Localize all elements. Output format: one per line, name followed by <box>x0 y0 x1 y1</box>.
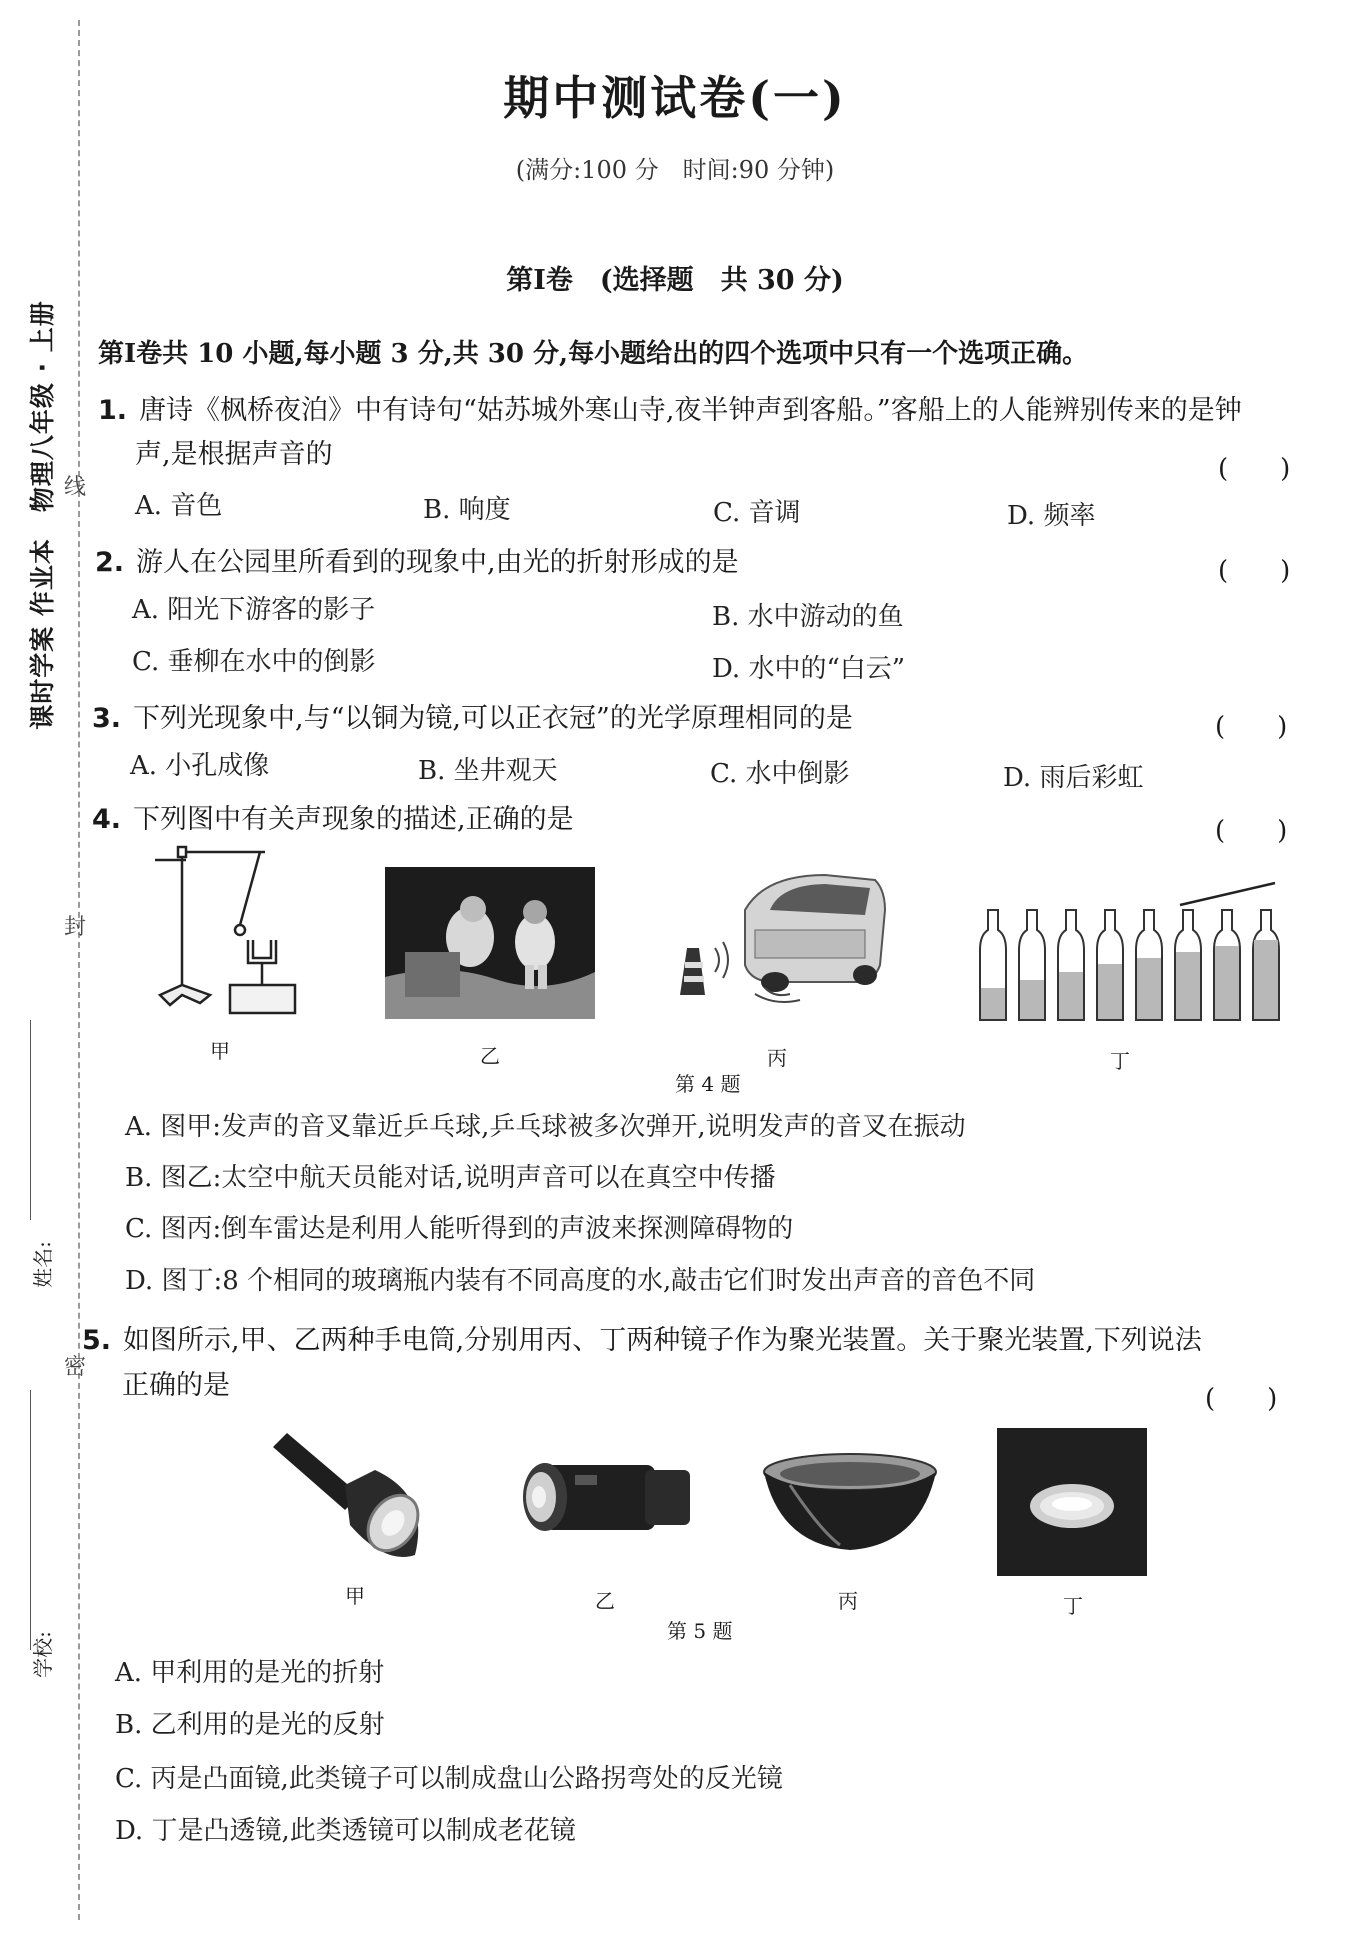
option-d: D. 图丁:8 个相同的玻璃瓶内装有不同高度的水,敲击它们时发出声音的音色不同 <box>125 1266 1036 1296</box>
option-c: C. 音调 <box>713 498 801 528</box>
option-d: D. 水中的“白云” <box>712 654 906 684</box>
figure-label: 甲 <box>345 1584 365 1608</box>
answer-bracket: ( ) <box>1205 1384 1278 1414</box>
cut-mark-seal: 封 <box>64 915 87 940</box>
answer-bracket: ( ) <box>1215 712 1288 742</box>
option-b: B. 响度 <box>423 495 511 525</box>
option-b: B. 图乙:太空中航天员能对话,说明声音可以在真空中传播 <box>125 1163 776 1193</box>
answer-bracket: ( ) <box>1218 556 1291 586</box>
figure-label: 丙 <box>767 1046 787 1070</box>
reflector-bowl-figure <box>760 1450 940 1560</box>
question-number: 4. <box>92 804 122 835</box>
binding-dashed-line <box>78 20 80 1920</box>
question-number: 1. <box>98 395 128 426</box>
option-c: C. 图丙:倒车雷达是利用人能听得到的声波来探测障碍物的 <box>125 1214 794 1244</box>
option-d: D. 雨后彩虹 <box>1003 763 1144 793</box>
name-field-label: 姓名: <box>30 1241 55 1288</box>
exam-subtitle: (满分:100 分 时间:90 分钟) <box>515 156 835 184</box>
name-blank-line <box>30 1020 31 1220</box>
glass-bottles-figure <box>970 880 1280 1030</box>
option-c: C. 水中倒影 <box>710 759 850 789</box>
option-a: A. 音色 <box>135 491 223 521</box>
option-d: D. 丁是凸透镜,此类透镜可以制成老花镜 <box>115 1816 576 1846</box>
tuning-fork-figure <box>140 845 310 1020</box>
figure-label: 乙 <box>480 1044 500 1068</box>
option-d: D. 频率 <box>1007 501 1096 531</box>
small-flashlight-figure <box>515 1455 695 1545</box>
option-c: C. 丙是凸面镜,此类镜子可以制成盘山公路拐弯处的反光镜 <box>115 1764 783 1794</box>
question-2-stem: 2. 游人在公园里所看到的现象中,由光的折射形成的是 <box>95 547 739 578</box>
exam-title: 期中测试卷(一) <box>503 71 847 125</box>
cut-mark-secret: 密 <box>64 1355 87 1380</box>
question-number: 5. <box>82 1325 112 1356</box>
answer-bracket: ( ) <box>1218 454 1291 484</box>
question-5-stem: 5. 如图所示,甲、乙两种手电筒,分别用丙、丁两种镜子作为聚光装置。关于聚光装置,下列说法 <box>82 1325 1202 1356</box>
section-title: 第Ⅰ卷 (选择题 共 30 分) <box>506 265 844 296</box>
section-instructions: 第Ⅰ卷共 10 小题,每小题 3 分,共 30 分,每小题给出的四个选项中只有一个选项正确。 <box>98 339 1089 369</box>
option-b: B. 乙利用的是光的反射 <box>115 1710 385 1740</box>
option-a: A. 阳光下游客的影子 <box>132 595 376 625</box>
figure-label: 甲 <box>210 1039 230 1063</box>
option-a: A. 图甲:发声的音叉靠近乒乓球,乒乓球被多次弹开,说明发声的音叉在振动 <box>125 1112 966 1142</box>
figure-label: 丁 <box>1063 1594 1083 1618</box>
figure-caption: 第 5 题 <box>667 1619 733 1643</box>
question-1-stem-cont: 声,是根据声音的 <box>135 439 333 470</box>
question-number: 2. <box>95 547 125 578</box>
figure-label: 丙 <box>838 1589 858 1613</box>
question-3-stem: 3. 下列光现象中,与“以铜为镜,可以正衣冠”的光学原理相同的是 <box>92 703 853 734</box>
question-5-stem-cont: 正确的是 <box>122 1370 230 1401</box>
book-title-vertical: 课时学案 作业本 物理八年级 · 上册 <box>28 300 58 730</box>
astronauts-photo <box>385 867 595 1019</box>
figure-label: 乙 <box>595 1589 615 1613</box>
figure-caption: 第 4 题 <box>675 1072 741 1096</box>
option-a: A. 甲利用的是光的折射 <box>115 1658 385 1688</box>
answer-bracket: ( ) <box>1215 816 1288 846</box>
option-c: C. 垂柳在水中的倒影 <box>132 647 376 677</box>
figure-label: 丁 <box>1110 1049 1130 1073</box>
question-1-stem: 1. 唐诗《枫桥夜泊》中有诗句“姑苏城外寒山寺,夜半钟声到客船。”客船上的人能辨别传来的是钟 <box>98 395 1242 426</box>
option-b: B. 坐井观天 <box>418 756 558 786</box>
option-b: B. 水中游动的鱼 <box>712 602 904 632</box>
flashlight-figure <box>265 1425 445 1565</box>
question-number: 3. <box>92 703 122 734</box>
school-blank-line <box>30 1390 31 1650</box>
cut-mark-line: 线 <box>64 475 87 500</box>
school-field-label: 学校: <box>30 1631 55 1678</box>
convex-lens-photo <box>997 1428 1147 1576</box>
reversing-car-figure <box>675 870 890 1005</box>
question-4-stem: 4. 下列图中有关声现象的描述,正确的是 <box>92 804 574 835</box>
option-a: A. 小孔成像 <box>130 751 270 781</box>
